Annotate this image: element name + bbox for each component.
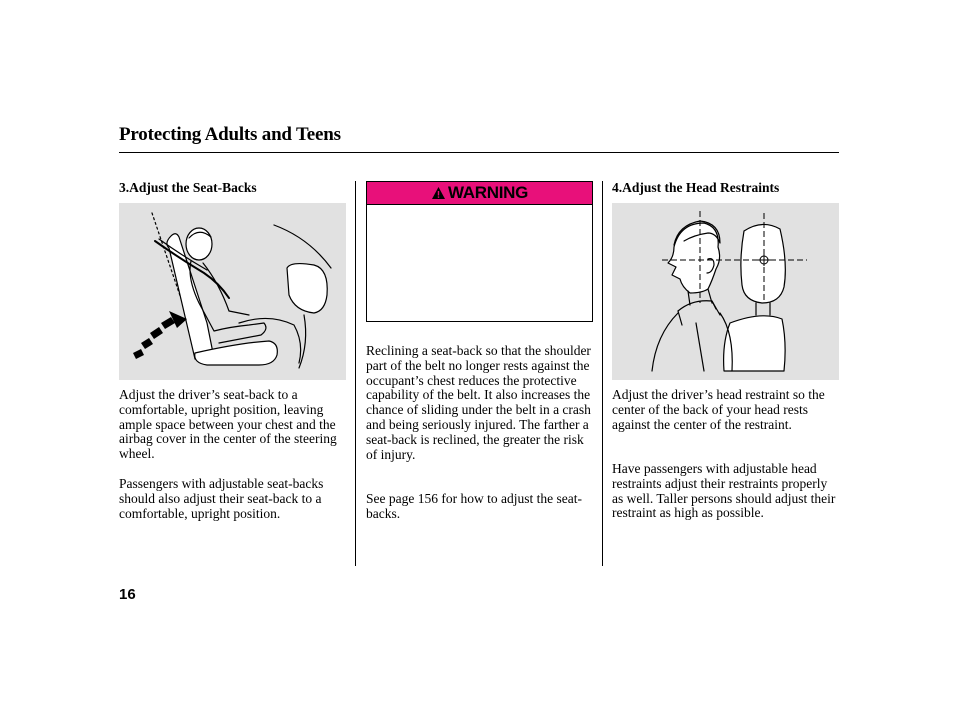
warning-bar bbox=[367, 182, 592, 205]
seat-back-adjust-illustration bbox=[119, 203, 346, 380]
warning-label: WARNING bbox=[447, 183, 529, 202]
head-restraint-illustration bbox=[612, 203, 839, 380]
column-divider-2 bbox=[602, 181, 603, 566]
seat-back-heading: 3.Adjust the Seat-Backs bbox=[119, 180, 257, 195]
seat-back-paragraph-2: Passengers with adjustable seat-backs should also adjust their seat-back to a comfortable, upright position. bbox=[119, 476, 324, 521]
head-restraint-heading: 4.Adjust the Head Restraints bbox=[612, 180, 780, 195]
see-page-paragraph: See page 156 for how to adjust the seat-backs. bbox=[366, 491, 582, 521]
head-restraint-paragraph-1: Adjust the driver’s head restraint so the center of the back of your head rests against the center of the restraint. bbox=[612, 387, 825, 432]
recline-warning-paragraph: Reclining a seat-back so that the shoulder part of the belt no longer rests against the occupant’s chest reduces the protective capability of the belt. It also increases the chance of sliding under the belt in a crash and being seriously injured. The farther a seat-back is reclined, the greater the risk of injury. bbox=[366, 343, 591, 462]
section-title: Protecting Adults and Teens bbox=[119, 124, 341, 145]
seat-back-paragraph-1: Adjust the driver’s seat-back to a comfortable, upright position, leaving ample space between your chest and the airbag cover in the center of the steering wheel. bbox=[119, 387, 337, 462]
header-rule bbox=[119, 152, 839, 153]
head-restraint-paragraph-2: Have passengers with adjustable head restraints adjust their restraints properly as well. Taller persons should adjust their restraint as high as possible. bbox=[612, 461, 836, 521]
warning-box bbox=[366, 181, 593, 322]
column-divider-1 bbox=[355, 181, 356, 566]
page-number: 16 bbox=[119, 586, 136, 603]
warning-triangle-icon bbox=[431, 186, 446, 200]
